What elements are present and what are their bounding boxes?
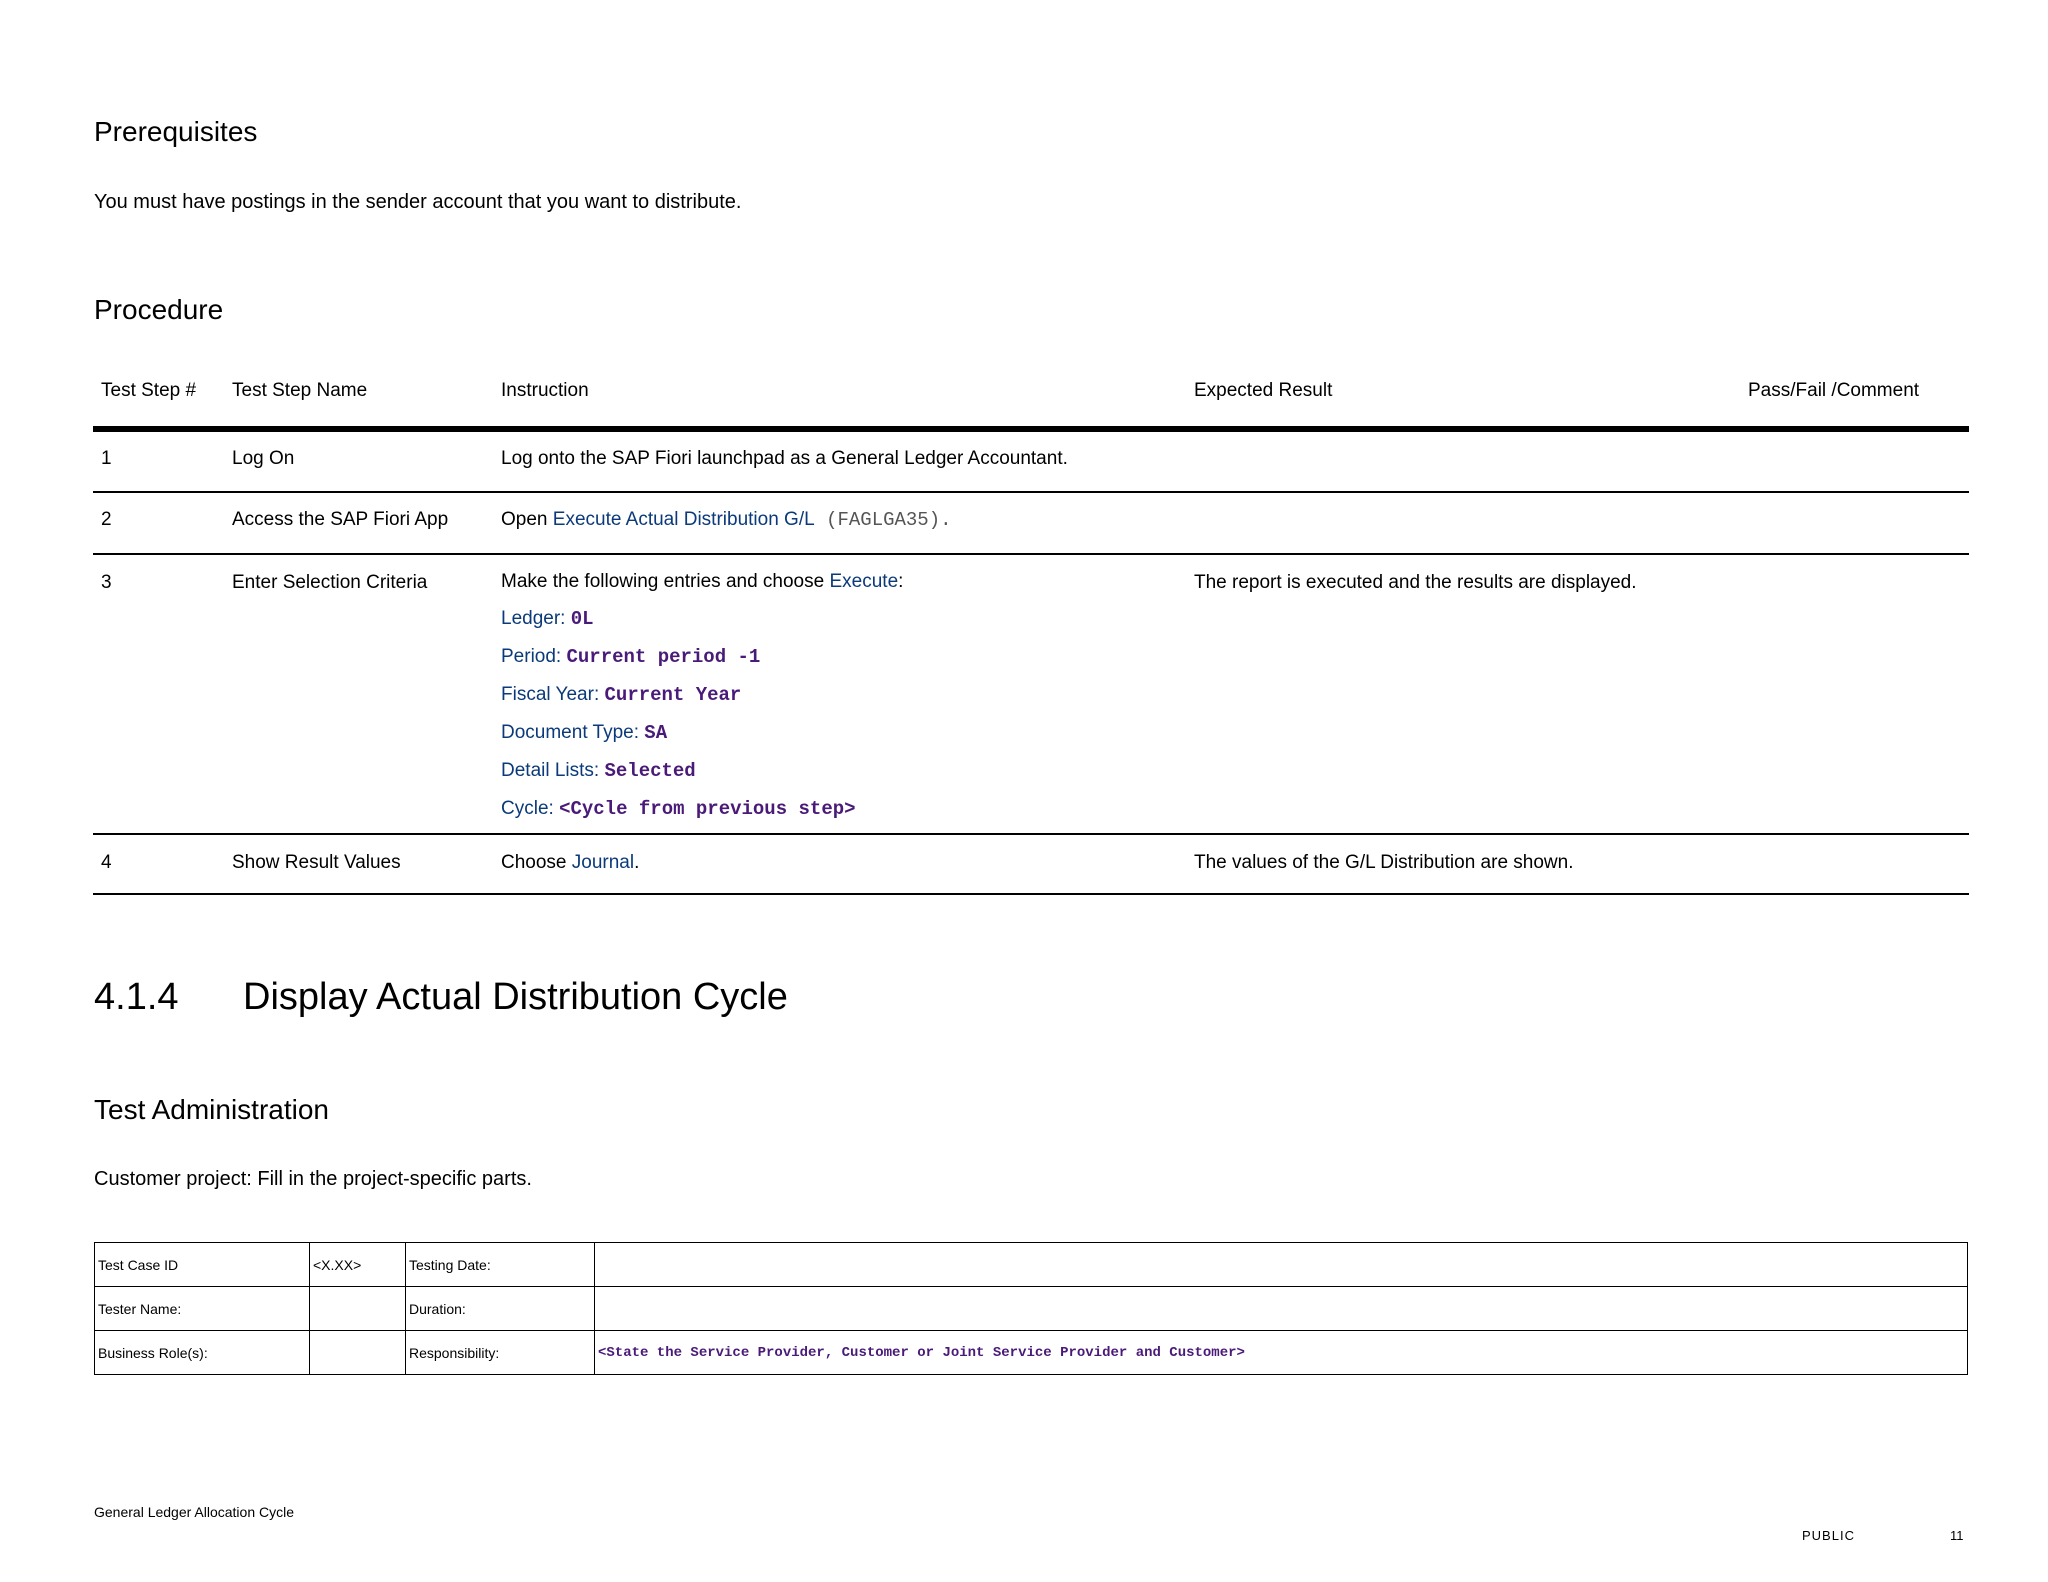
col-header-expected-result: Expected Result <box>1194 380 1333 401</box>
step-number: 2 <box>101 509 112 530</box>
field-entry-ledger: Ledger: 0L <box>501 608 594 630</box>
instruction-suffix: : <box>898 571 904 592</box>
field-value: Selected <box>604 760 696 782</box>
field-value: SA <box>644 722 668 744</box>
test-admin-text: Customer project: Fill in the project-specific parts. <box>94 1168 532 1190</box>
step-number: 4 <box>101 852 112 873</box>
instruction-prefix: Open <box>501 509 553 530</box>
test-case-id-value[interactable]: <X.XX> <box>310 1243 406 1287</box>
step-instruction <box>501 563 903 828</box>
prerequisites-heading: Prerequisites <box>94 116 258 147</box>
test-admin-table <box>94 1242 1968 1375</box>
table-row <box>95 1287 1968 1331</box>
step-expected-result: The report is executed and the results are displayed. <box>1194 572 1637 593</box>
table-header-row <box>93 380 1969 432</box>
col-header-pass-fail: Pass/Fail /Comment <box>1748 380 1920 401</box>
business-roles-value[interactable] <box>310 1331 406 1375</box>
testing-date-value[interactable] <box>595 1243 1968 1287</box>
field-entry-detail-lists: Detail Lists: Selected <box>501 760 696 782</box>
step-name: Access the SAP Fiori App <box>232 509 449 530</box>
execute-action[interactable]: Execute <box>829 571 899 592</box>
step-name: Enter Selection Criteria <box>232 572 428 593</box>
test-case-id-label: Test Case ID <box>95 1243 310 1287</box>
business-roles-label: Business Role(s): <box>95 1331 310 1375</box>
tester-name-value[interactable] <box>310 1287 406 1331</box>
table-row <box>95 1243 1968 1287</box>
footer-doc-title: General Ledger Allocation Cycle <box>94 1504 295 1520</box>
testing-date-label: Testing Date: <box>406 1243 595 1287</box>
step-name: Show Result Values <box>232 852 401 873</box>
step-instruction <box>501 509 952 531</box>
field-value: 0L <box>570 608 594 630</box>
instruction-suffix: . <box>940 509 952 531</box>
transaction-code: (FAGLGA35) <box>814 509 941 531</box>
field-label: Cycle <box>501 798 549 819</box>
procedure-table <box>93 380 1969 895</box>
footer-classification: PUBLIC <box>1802 1528 1855 1543</box>
col-header-instruction: Instruction <box>501 380 589 401</box>
table-row <box>93 493 1969 555</box>
table-row <box>93 835 1969 895</box>
instruction-prefix: Make the following entries and choose <box>501 571 830 592</box>
responsibility-label: Responsibility: <box>406 1331 595 1375</box>
instruction-suffix: . <box>634 852 640 873</box>
step-number: 3 <box>101 572 112 593</box>
step-expected-result: The values of the G/L Distribution are shown. <box>1194 852 1574 873</box>
duration-value[interactable] <box>595 1287 1968 1331</box>
field-label: Ledger <box>501 608 561 629</box>
field-entry-document-type: Document Type: SA <box>501 722 668 744</box>
footer-page-number: 11 <box>1950 1528 1964 1543</box>
test-admin-heading: Test Administration <box>94 1094 329 1125</box>
section-number: 4.1.4 <box>94 976 179 1018</box>
tester-name-label: Tester Name: <box>95 1287 310 1331</box>
col-header-step-num: Test Step # <box>101 380 197 401</box>
app-name-link[interactable]: Execute Actual Distribution G/L <box>552 509 815 530</box>
field-entry-period: Period: Current period -1 <box>501 646 761 668</box>
step-instruction <box>501 852 639 874</box>
field-label: Fiscal Year <box>501 684 594 705</box>
section-title: Display Actual Distribution Cycle <box>243 976 788 1018</box>
prerequisites-text: You must have postings in the sender account that you want to distribute. <box>94 191 742 213</box>
journal-action[interactable]: Journal <box>571 852 635 873</box>
field-value: Current Year <box>604 684 742 706</box>
procedure-heading: Procedure <box>94 294 224 325</box>
step-name: Log On <box>232 448 295 469</box>
field-value: Current period -1 <box>566 646 761 668</box>
responsibility-value[interactable]: <State the Service Provider, Customer or Joint Service Provider and Customer> <box>595 1331 1968 1375</box>
table-row <box>93 432 1969 493</box>
step-instruction: Log onto the SAP Fiori launchpad as a General Ledger Accountant. <box>501 448 1068 469</box>
table-row <box>93 555 1969 835</box>
instruction-prefix: Choose <box>501 852 572 873</box>
field-entry-fiscal-year: Fiscal Year: Current Year <box>501 684 742 706</box>
step-number: 1 <box>101 448 112 469</box>
field-entry-cycle: Cycle: <Cycle from previous step> <box>501 798 856 820</box>
field-value: <Cycle from previous step> <box>559 798 856 820</box>
field-label: Detail Lists <box>501 760 594 781</box>
table-row <box>95 1331 1968 1375</box>
field-label: Period <box>501 646 556 667</box>
field-label: Document Type <box>501 722 634 743</box>
duration-label: Duration: <box>406 1287 595 1331</box>
col-header-step-name: Test Step Name <box>232 380 368 401</box>
